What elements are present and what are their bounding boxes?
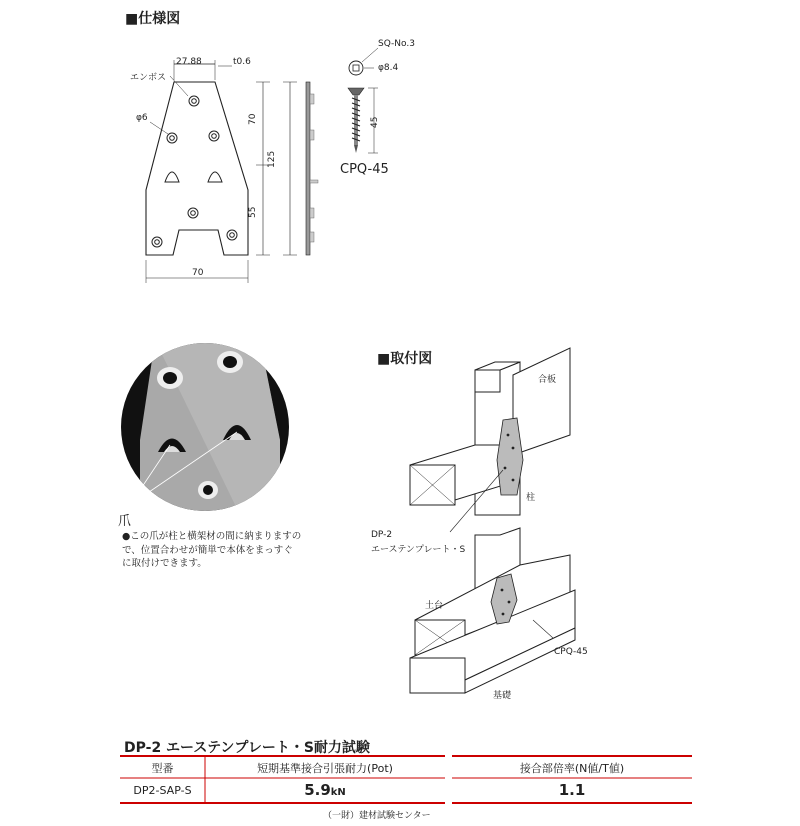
cell-strength: [205, 781, 445, 799]
emboss-label: エンボス: [130, 73, 167, 83]
screw-name: CPQ-45: [340, 162, 389, 177]
header-ratio: 接合部倍率(N値/T値): [519, 762, 625, 775]
product-label-line2: エーステンプレート・S: [371, 545, 466, 555]
test-source: （一財）建材試験センター: [323, 811, 431, 821]
dim-thickness: t0.6: [233, 57, 251, 67]
product-label-line1: DP-2: [371, 530, 393, 540]
screw-length: 45: [370, 116, 380, 128]
foundation-label: 基礎: [493, 691, 512, 701]
screw-dia: φ8.4: [378, 63, 399, 73]
hole-label: φ6: [136, 113, 148, 123]
cell-model: DP2-SAP-S: [133, 784, 192, 797]
screw-label: CPQ-45: [554, 647, 588, 657]
plywood-label: 合板: [538, 375, 557, 385]
strength-unit: kN: [330, 787, 346, 798]
sill-label: 土台: [425, 601, 444, 611]
post-label: 柱: [526, 493, 536, 503]
strength-value: 5.9: [304, 781, 331, 799]
header-strength: 短期基準接合引張耐力(Pot): [257, 762, 393, 775]
screw-drawing: [340, 40, 420, 165]
dim-125: 125: [267, 150, 277, 168]
dim-70-bottom: 70: [192, 268, 204, 278]
plate-drawing: [120, 50, 330, 290]
header-model: 型番: [151, 762, 174, 775]
cell-ratio: 1.1: [558, 781, 586, 799]
test-table-title: DP-2 エーステンプレート・S耐力試験: [124, 740, 370, 756]
claw-label: 爪: [118, 514, 132, 529]
claw-closeup-photo: [120, 340, 290, 515]
dim-top: 27.88: [176, 57, 202, 67]
screw-sq: SQ-No.3: [378, 39, 415, 49]
install-title: ■取付図: [377, 351, 433, 367]
spec-title: ■仕様図: [125, 11, 181, 27]
dim-70-right: 70: [248, 113, 258, 125]
claw-note: ●この爪が柱と横架材の間に納まりますので、位置合わせが簡単で本体をまっすぐに取付けできます。: [122, 531, 302, 569]
dim-55: 55: [248, 206, 258, 218]
